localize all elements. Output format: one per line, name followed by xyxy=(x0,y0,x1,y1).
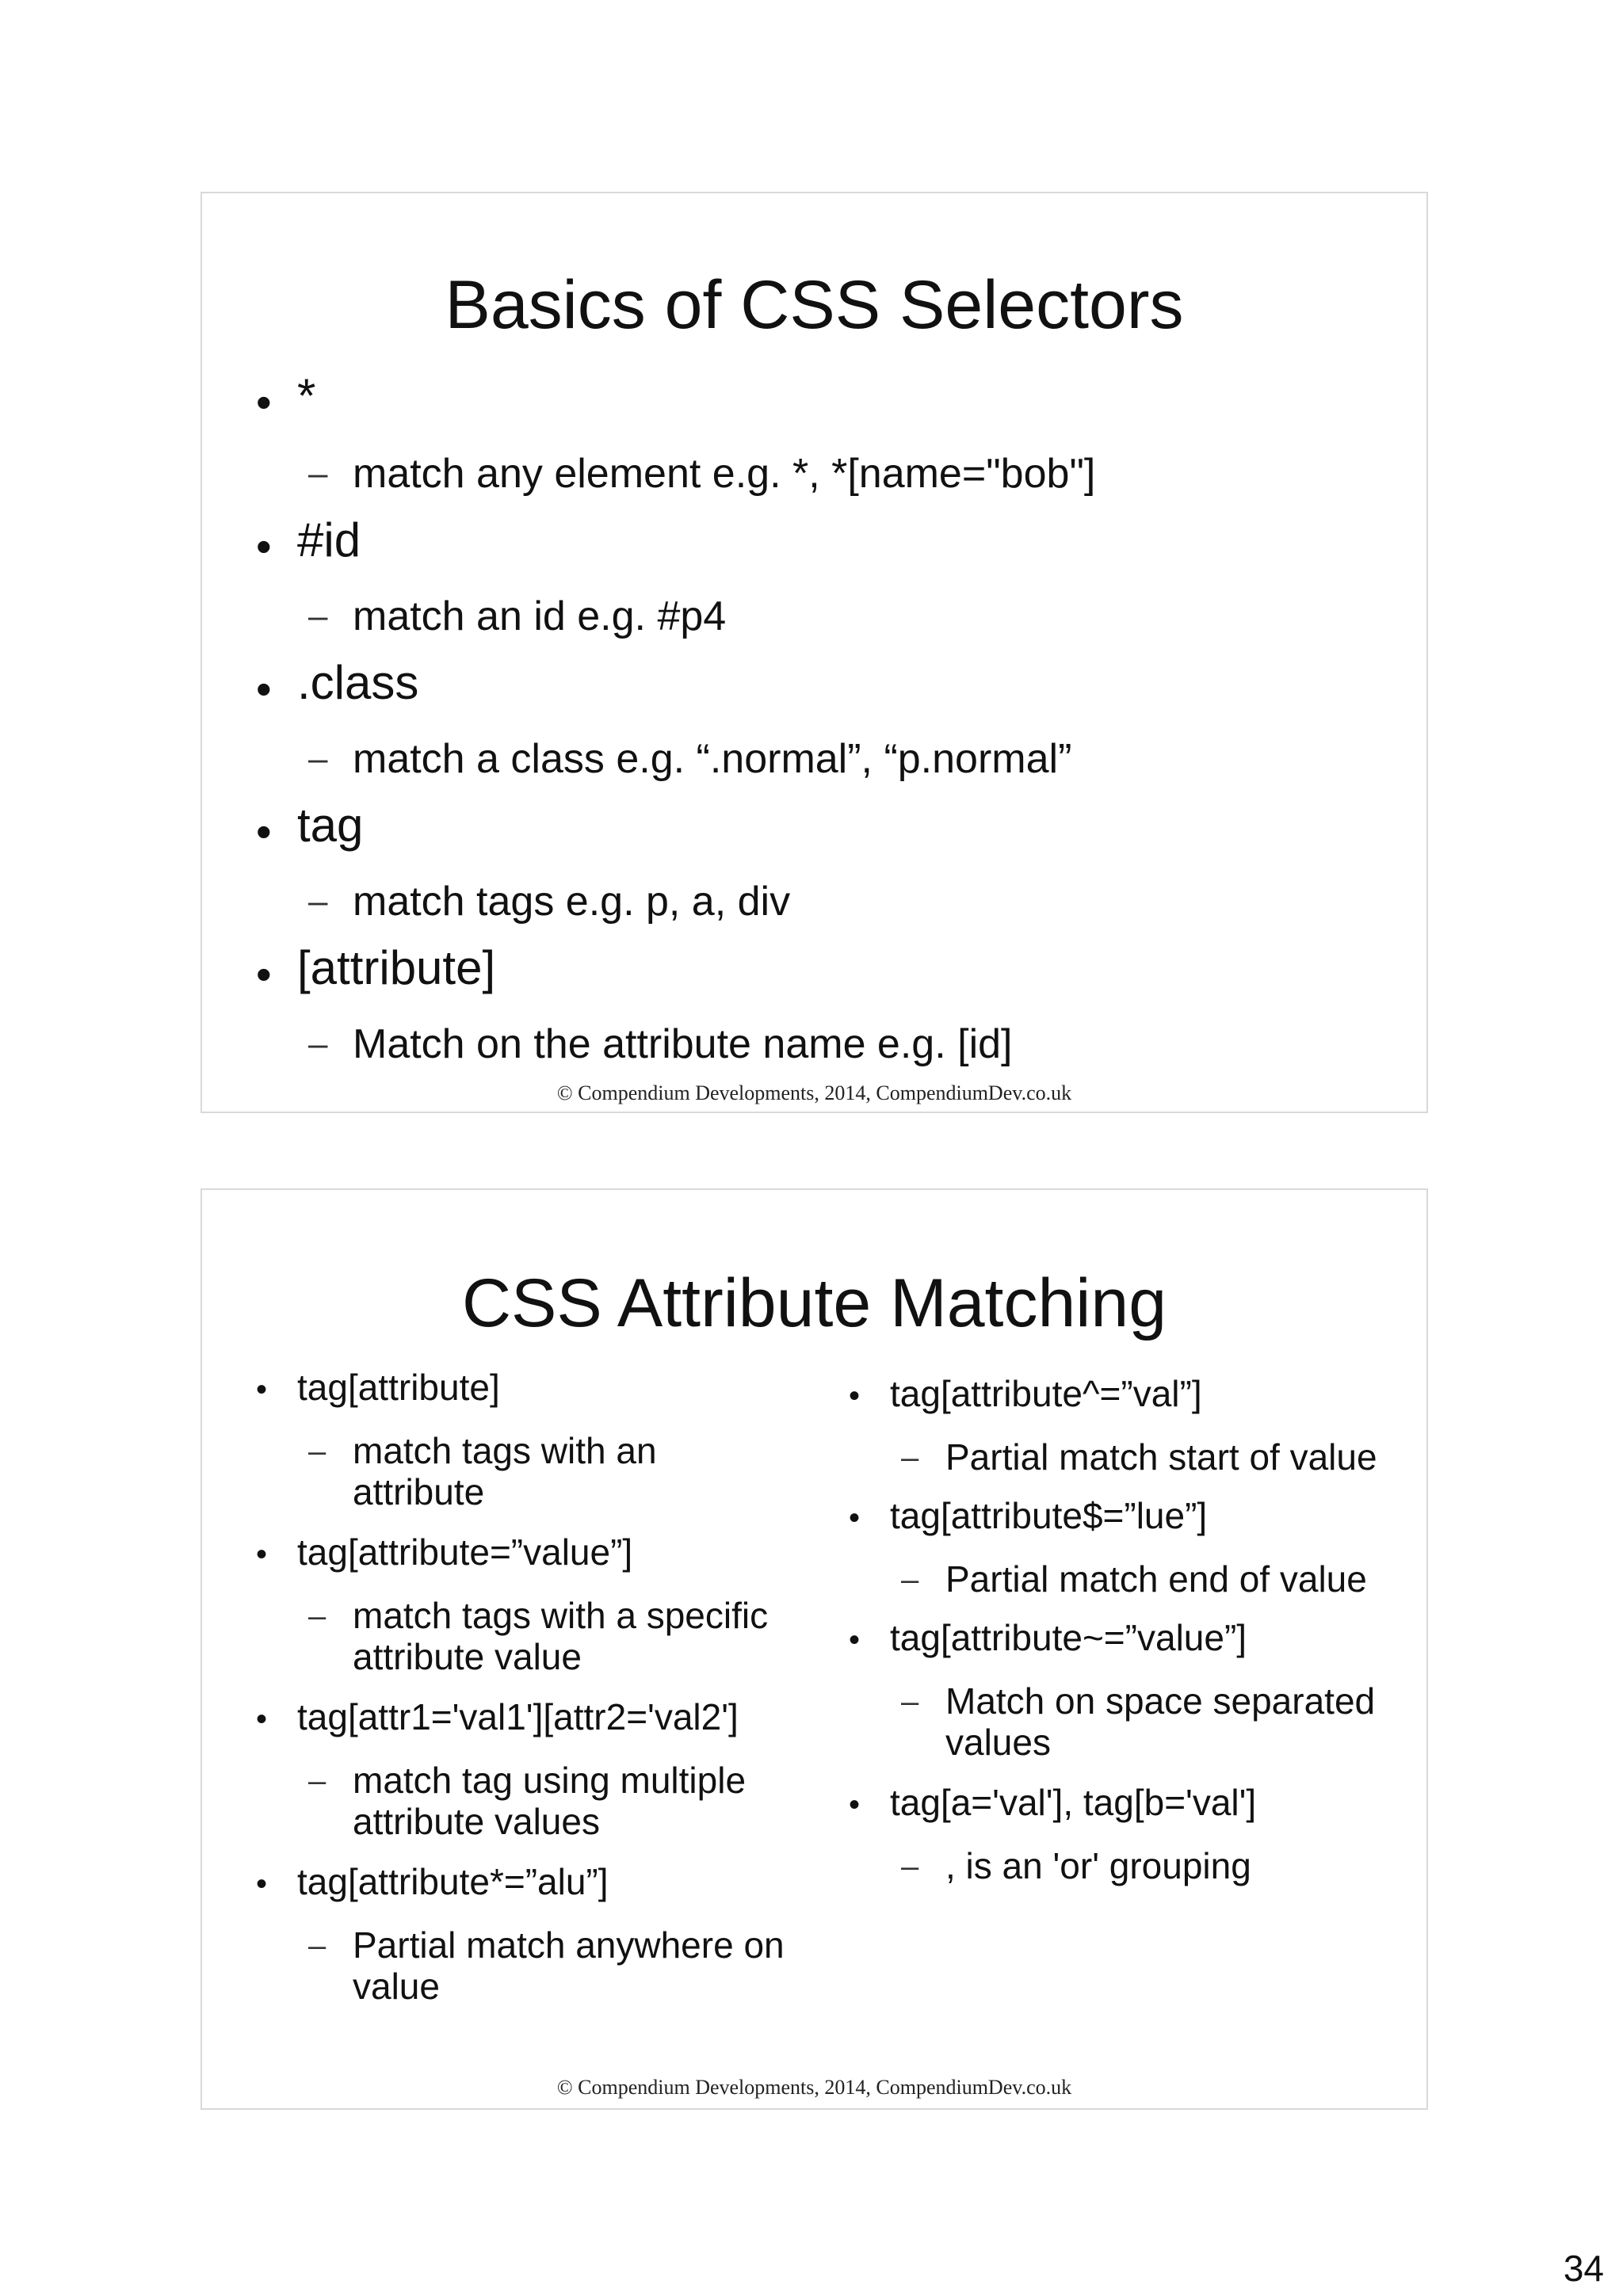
bullet-icon: • xyxy=(256,949,272,999)
sub-item-text: match tags e.g. p, a, div xyxy=(353,879,791,925)
bullet-icon: • xyxy=(256,807,272,856)
slide-footer: © Compendium Developments, 2014, CompendiumDev.co.uk xyxy=(556,2076,1072,2099)
sub-item-text: match an id e.g. #p4 xyxy=(353,593,727,639)
dash-icon: – xyxy=(308,597,328,635)
bullet-icon: • xyxy=(256,377,272,427)
dash-icon: – xyxy=(901,1849,919,1884)
slide-css-attribute-matching xyxy=(200,1188,1428,2110)
dash-icon: – xyxy=(308,1928,327,1963)
bullet-icon: • xyxy=(256,1372,268,1407)
slide-footer: © Compendium Developments, 2014, CompendiumDev.co.uk xyxy=(556,1081,1072,1104)
bullet-icon: • xyxy=(256,664,272,714)
sub-item-text-continued: value xyxy=(353,1966,440,2007)
dash-icon: – xyxy=(901,1684,919,1719)
list-item-label: [attribute] xyxy=(297,941,496,994)
bullet-icon: • xyxy=(256,1702,268,1737)
sub-item-text: , is an 'or' grouping xyxy=(945,1845,1251,1886)
dash-icon: – xyxy=(901,1562,919,1597)
list-item-label: .class xyxy=(297,656,419,709)
sub-item-text: Partial match end of value xyxy=(945,1558,1367,1600)
bullet-icon: • xyxy=(849,1787,861,1822)
sub-item-text: match tag using multiple xyxy=(353,1760,747,1801)
list-item-label: tag[a='val'], tag[b='val'] xyxy=(890,1782,1257,1823)
slide-basics-of-css-selectors xyxy=(200,192,1428,1113)
slide-title: CSS Attribute Matching xyxy=(461,1265,1167,1341)
dash-icon: – xyxy=(308,1024,328,1063)
dash-icon: – xyxy=(308,1434,327,1469)
dash-icon: – xyxy=(901,1440,919,1475)
sub-item-text-continued: attribute value xyxy=(353,1636,582,1677)
list-item-label: tag[attribute~=”value”] xyxy=(890,1617,1247,1658)
list-item-label: tag[attribute*=”alu”] xyxy=(297,1861,609,1902)
sub-item-text-continued: values xyxy=(945,1722,1051,1763)
sub-item-text: Partial match start of value xyxy=(945,1436,1377,1478)
sub-item-text: Match on space separated xyxy=(945,1680,1376,1722)
sub-item-text: match a class e.g. “.normal”, “p.normal” xyxy=(353,736,1072,782)
sub-item-text: match tags with a specific xyxy=(353,1595,769,1636)
dash-icon: – xyxy=(308,1599,327,1634)
dash-icon: – xyxy=(308,454,328,493)
slide-title: Basics of CSS Selectors xyxy=(445,267,1184,343)
list-item-label: tag[attribute] xyxy=(297,1367,500,1408)
bullet-icon: • xyxy=(849,1501,861,1535)
sub-item-text-continued: attribute values xyxy=(353,1801,600,1842)
bullet-icon: • xyxy=(849,1379,861,1413)
list-item-label: tag[attribute$=”lue”] xyxy=(890,1495,1208,1536)
list-item-label: tag[attr1='val1'][attr2='val2'] xyxy=(297,1696,739,1737)
sub-item-text: Match on the attribute name e.g. [id] xyxy=(353,1021,1013,1067)
page-number: 34 xyxy=(1563,2248,1604,2289)
list-item-label: tag[attribute=”value”] xyxy=(297,1531,633,1573)
list-item-label: tag xyxy=(297,799,364,852)
bullet-icon: • xyxy=(849,1623,861,1657)
bullet-icon: • xyxy=(256,521,272,571)
dash-icon: – xyxy=(308,882,328,921)
bullet-icon: • xyxy=(256,1537,268,1572)
list-item-label: * xyxy=(297,369,316,422)
bullet-icon: • xyxy=(256,1867,268,1901)
sub-item-text: match any element e.g. *, *[name="bob"] xyxy=(353,451,1096,497)
sub-item-text: match tags with an xyxy=(353,1430,657,1471)
sub-item-text: Partial match anywhere on xyxy=(353,1924,785,1966)
list-item-label: tag[attribute^=”val”] xyxy=(890,1373,1202,1414)
dash-icon: – xyxy=(308,1764,327,1798)
list-item-label: #id xyxy=(297,513,361,566)
sub-item-text-continued: attribute xyxy=(353,1471,485,1512)
dash-icon: – xyxy=(308,739,328,778)
